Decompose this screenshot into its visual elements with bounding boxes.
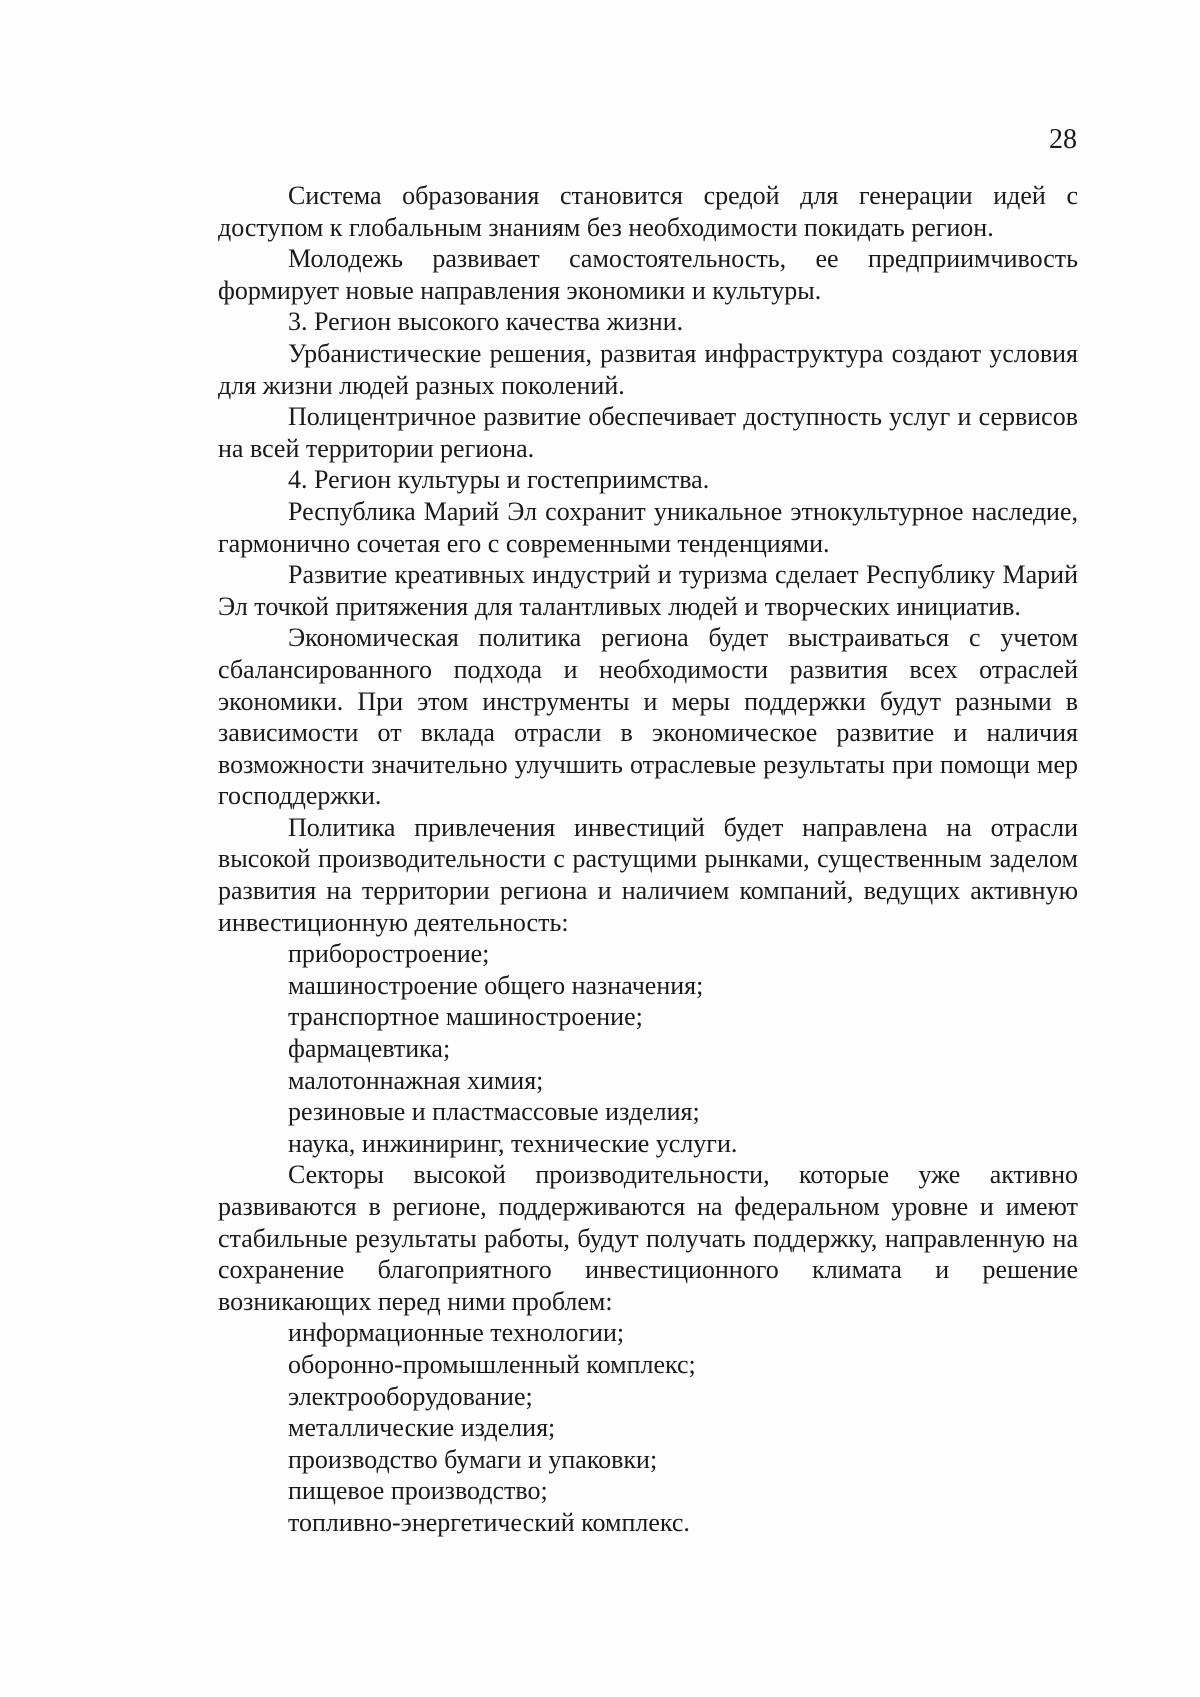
list-item: машиностроение общего назначения;	[288, 970, 704, 1000]
list-item: металлические изделия;	[288, 1413, 556, 1443]
list-item: малотоннажная химия;	[288, 1065, 544, 1095]
list-item: транспортное машиностроение;	[288, 1002, 643, 1032]
list-item: оборонно-промышленный комплекс;	[288, 1349, 696, 1379]
list-item: наука, инжиниринг, технические услуги.	[288, 1128, 738, 1158]
section-heading-culture: 4. Регион культуры и гостеприимства.	[288, 465, 710, 495]
paragraph-heritage: Республика Марий Эл сохранит уникальное этнокультурное наследие, гармонично сочетая его с современными тенденциями.	[218, 496, 1078, 558]
supported-sectors-list	[218, 1317, 1078, 1538]
list-item: информационные технологии;	[288, 1318, 625, 1348]
paragraph-urban-solutions: Урбанистические решения, развитая инфраструктура создают условия для жизни людей разных поколений.	[218, 338, 1078, 400]
paragraph-polycentric: Полицентричное развитие обеспечивает доступность услуг и сервисов на всей территории региона.	[218, 402, 1078, 463]
list-item: пищевое производство;	[288, 1476, 548, 1506]
list-item: электрооборудование;	[288, 1381, 533, 1411]
investment-sectors-list	[218, 938, 1078, 1159]
list-item: фармацевтика;	[288, 1034, 451, 1064]
paragraph-high-productivity-sectors: Секторы высокой производительности, которые уже активно развиваются в регионе, поддерживаются на федеральном уровне и имеют стабильные результаты работы, будут получать поддержку, направленную на сохранение благоприятного инвестиционного климата и решение возникающих перед ними проблем:	[218, 1160, 1078, 1316]
paragraph-youth: Молодежь развивает самостоятельность, ее предприимчивость формирует новые направления экономики и культуры.	[218, 244, 1078, 305]
paragraph-economic-policy: Экономическая политика региона будет выстраиваться с учетом сбалансированного подхода и необходимости развития всех отраслей экономики. При этом инструменты и меры поддержки будут разными в зависимости от вклада отрасли в экономическое развитие и наличия возможности значительно улучшить отраслевые результаты при помощи мер господдержки.	[218, 623, 1078, 811]
paragraph-investment-policy: Политика привлечения инвестиций будет направлена на отрасли высокой производительности с растущими рынками, существенным заделом развития на территории региона и наличием компаний, ведущих активную инвестиционную деятельность:	[218, 812, 1078, 937]
document-body	[218, 180, 1078, 1539]
list-item: приборостроение;	[288, 939, 490, 969]
list-item: топливно-энергетический комплекс.	[288, 1507, 690, 1537]
list-item: резиновые и пластмассовые изделия;	[288, 1097, 700, 1127]
section-heading-quality-of-life: 3. Регион высокого качества жизни.	[288, 307, 684, 337]
page-number: 28	[1049, 124, 1077, 155]
list-item: производство бумаги и упаковки;	[288, 1444, 658, 1474]
paragraph-creative-industries: Развитие креативных индустрий и туризма сделает Республику Марий Эл точкой притяжения для талантливых людей и творческих инициатив.	[218, 560, 1078, 621]
paragraph-education: Система образования становится средой для генерации идей с доступом к глобальным знаниям без необходимости покидать регион.	[218, 181, 1078, 242]
